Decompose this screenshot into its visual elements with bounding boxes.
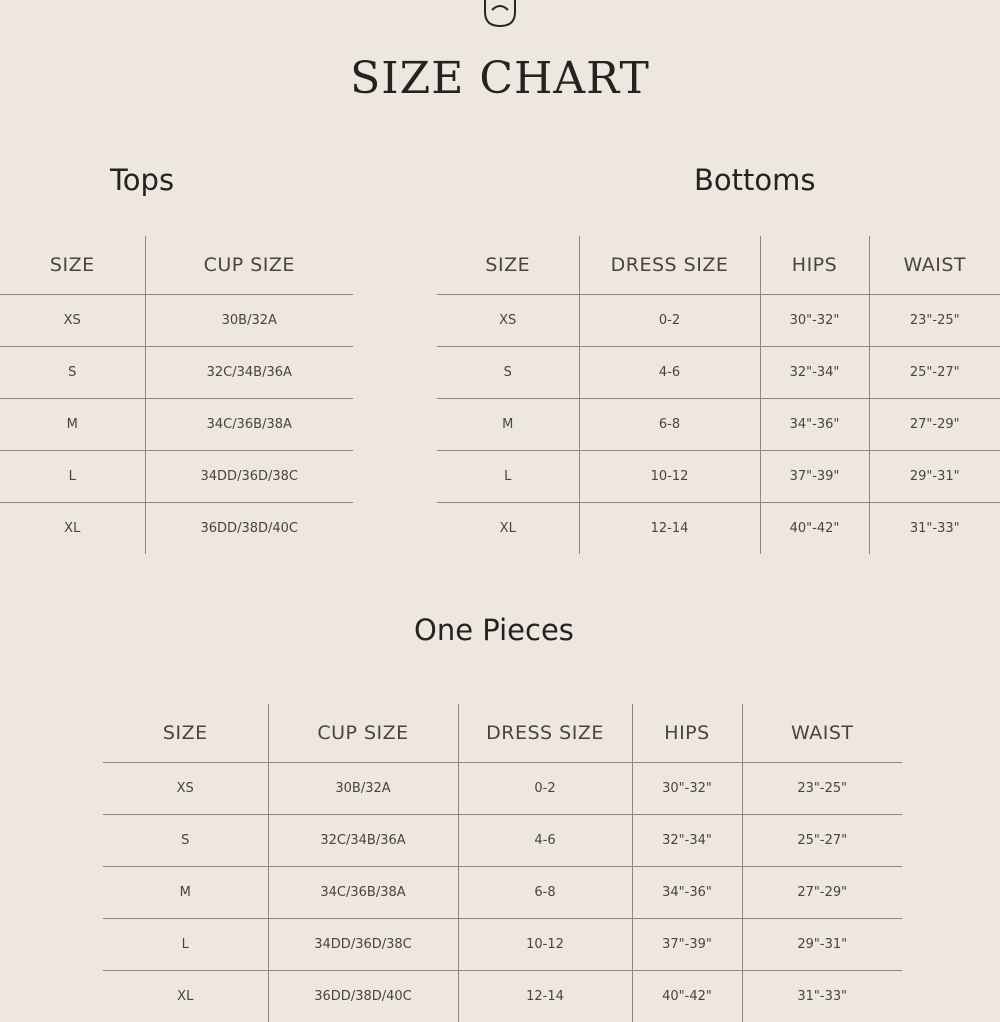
table-row bbox=[0, 399, 353, 451]
table-cell: 10-12 bbox=[458, 919, 632, 971]
table-cell: 4-6 bbox=[579, 347, 760, 399]
table-row bbox=[437, 399, 1000, 451]
table-cell: 0-2 bbox=[458, 763, 632, 815]
column-header: DRESS SIZE bbox=[579, 236, 760, 295]
table-cell: L bbox=[0, 451, 145, 503]
table-cell: 23"-25" bbox=[869, 295, 1000, 347]
column-header: SIZE bbox=[0, 236, 145, 295]
table-row bbox=[437, 295, 1000, 347]
table-cell: S bbox=[437, 347, 579, 399]
table-cell: 6-8 bbox=[579, 399, 760, 451]
bottoms-size-table bbox=[437, 236, 1000, 554]
table-cell: 36DD/38D/40C bbox=[268, 971, 458, 1022]
table-cell: 4-6 bbox=[458, 815, 632, 867]
one-pieces-section-title: One Pieces bbox=[414, 612, 574, 648]
table-cell: 37"-39" bbox=[760, 451, 869, 503]
table-cell: 34C/36B/38A bbox=[268, 867, 458, 919]
table-row bbox=[0, 347, 353, 399]
table-cell: 30B/32A bbox=[268, 763, 458, 815]
table-row bbox=[0, 451, 353, 503]
table-row bbox=[0, 503, 353, 555]
table-cell: 27"-29" bbox=[869, 399, 1000, 451]
table-cell: L bbox=[103, 919, 268, 971]
table-cell: XL bbox=[437, 503, 579, 555]
table-cell: 36DD/38D/40C bbox=[145, 503, 353, 555]
table-cell: XS bbox=[437, 295, 579, 347]
table-cell: XL bbox=[103, 971, 268, 1022]
one-pieces-size-table bbox=[103, 704, 902, 1022]
table-cell: 30"-32" bbox=[632, 763, 742, 815]
column-header: SIZE bbox=[437, 236, 579, 295]
table-cell: 34DD/36D/38C bbox=[268, 919, 458, 971]
table-cell: 31"-33" bbox=[742, 971, 902, 1022]
table-cell: 29"-31" bbox=[742, 919, 902, 971]
table-cell: S bbox=[103, 815, 268, 867]
table-cell: S bbox=[0, 347, 145, 399]
table-cell: 31"-33" bbox=[869, 503, 1000, 555]
table-row bbox=[103, 919, 902, 971]
table-cell: 40"-42" bbox=[632, 971, 742, 1022]
table-row bbox=[103, 815, 902, 867]
table-cell: XS bbox=[0, 295, 145, 347]
table-cell: 25"-27" bbox=[742, 815, 902, 867]
table-row bbox=[103, 867, 902, 919]
table-cell: M bbox=[103, 867, 268, 919]
table-cell: 34"-36" bbox=[760, 399, 869, 451]
table-cell: M bbox=[437, 399, 579, 451]
table-cell: 34DD/36D/38C bbox=[145, 451, 353, 503]
column-header: HIPS bbox=[760, 236, 869, 295]
bottoms-section-title: Bottoms bbox=[694, 162, 815, 198]
table-cell: XS bbox=[103, 763, 268, 815]
table-cell: 30B/32A bbox=[145, 295, 353, 347]
table-cell: 32"-34" bbox=[632, 815, 742, 867]
table-row bbox=[437, 503, 1000, 555]
table-cell: 32C/34B/36A bbox=[145, 347, 353, 399]
table-cell: 34C/36B/38A bbox=[145, 399, 353, 451]
table-cell: 10-12 bbox=[579, 451, 760, 503]
table-cell: 30"-32" bbox=[760, 295, 869, 347]
table-cell: 32"-34" bbox=[760, 347, 869, 399]
column-header: CUP SIZE bbox=[268, 704, 458, 763]
column-header: WAIST bbox=[742, 704, 902, 763]
tops-size-table bbox=[0, 236, 353, 554]
table-cell: L bbox=[437, 451, 579, 503]
table-cell: 12-14 bbox=[579, 503, 760, 555]
column-header: HIPS bbox=[632, 704, 742, 763]
table-cell: 40"-42" bbox=[760, 503, 869, 555]
column-header: DRESS SIZE bbox=[458, 704, 632, 763]
table-cell: 0-2 bbox=[579, 295, 760, 347]
table-row bbox=[437, 347, 1000, 399]
brand-logo-icon bbox=[481, 0, 519, 30]
table-cell: 6-8 bbox=[458, 867, 632, 919]
table-cell: 25"-27" bbox=[869, 347, 1000, 399]
table-row bbox=[437, 451, 1000, 503]
table-cell: 37"-39" bbox=[632, 919, 742, 971]
table-cell: 29"-31" bbox=[869, 451, 1000, 503]
column-header: CUP SIZE bbox=[145, 236, 353, 295]
table-cell: M bbox=[0, 399, 145, 451]
tops-section-title: Tops bbox=[110, 162, 174, 198]
table-cell: 32C/34B/36A bbox=[268, 815, 458, 867]
table-cell: 12-14 bbox=[458, 971, 632, 1022]
column-header: WAIST bbox=[869, 236, 1000, 295]
table-cell: 27"-29" bbox=[742, 867, 902, 919]
column-header: SIZE bbox=[103, 704, 268, 763]
table-cell: 23"-25" bbox=[742, 763, 902, 815]
table-cell: 34"-36" bbox=[632, 867, 742, 919]
table-row bbox=[0, 295, 353, 347]
page-title: SIZE CHART bbox=[0, 52, 1000, 106]
table-row bbox=[103, 763, 902, 815]
table-cell: XL bbox=[0, 503, 145, 555]
table-row bbox=[103, 971, 902, 1022]
